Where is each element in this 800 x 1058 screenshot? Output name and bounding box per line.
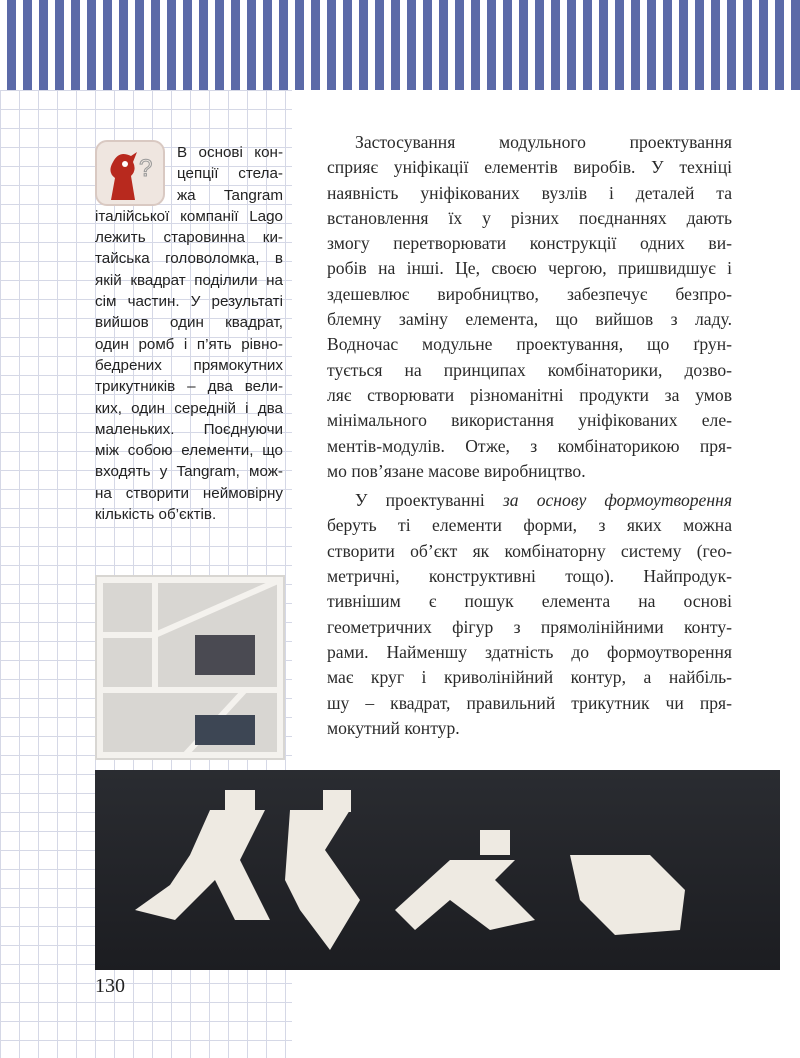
- text-line: здешевлює виробництво, забезпечує безпро-: [327, 283, 732, 304]
- text-line: сприяє уніфікації елементів виробів. У техніці: [327, 157, 732, 178]
- header-stripes: [0, 0, 800, 90]
- text-line: тивнішим є пошук елемента на основі: [327, 591, 732, 612]
- text-line: входять у Tangram, мож-: [95, 463, 283, 481]
- text-line: вийшов один квадрат,: [95, 314, 283, 332]
- text-line: тується на принципах комбінаторики, дозво-: [327, 359, 732, 380]
- text-line: між собою елементи, що: [95, 442, 283, 460]
- text-line: робів на інші. Це, своєю чергою, пришвидшує і: [327, 258, 732, 279]
- text-line: лежить старовинна ки-: [95, 229, 283, 247]
- text-line: рами. Найменшу здатність до формоутворення: [327, 641, 732, 662]
- text-line: кількість об’єктів.: [95, 506, 217, 524]
- text-line: Застосування модульного проектування: [355, 132, 732, 152]
- text-line: створити об’єкт як комбінаторну систему (гео-: [327, 540, 732, 561]
- text-line: мокутний контур.: [327, 717, 460, 738]
- text-line: мінімального використання уніфікованих еле-: [327, 410, 732, 431]
- text-line: якій квадрат поділили на: [95, 271, 283, 289]
- text-line: маленьких. Поєднуючи: [95, 420, 283, 438]
- main-text: [327, 130, 732, 741]
- text-line: цепції стела-: [177, 165, 283, 183]
- text-line: беруть ті елементи форми, з яких можна: [327, 515, 732, 536]
- text-line: геометричних фігур з прямолінійними конту-: [327, 616, 732, 637]
- tangram-shelves-wall-photo: [95, 770, 780, 970]
- text-line: на створити неймовірну: [95, 484, 283, 502]
- text-line: ких, один середній і два: [95, 399, 283, 417]
- text-line: ляє створювати різноманітні продукти за умов: [327, 384, 732, 405]
- text-line: один ромб і п’ять рівно-: [95, 335, 283, 353]
- text-line: жа Tangram: [177, 186, 283, 204]
- page-number: 130: [95, 975, 125, 997]
- text-line: ментів-модулів. Отже, з комбінаторикою пря-: [327, 435, 732, 456]
- text-line: наявність уніфікованих вузлів і деталей та: [327, 182, 732, 203]
- text-line: тайська головоломка, в: [95, 250, 283, 268]
- text-line: італійської компанії Lago: [95, 207, 283, 225]
- emphasis-term: за основу формоутворення: [502, 490, 732, 511]
- text-line: Водночас модульне проектування, що ґрун-: [327, 334, 732, 355]
- text-line: сім частин. У результаті: [95, 293, 283, 311]
- text-line: [327, 488, 732, 513]
- text-line: метричні, конструктивні тощо). Найпродук-: [327, 566, 732, 587]
- text-line: встановлення їх у різних поєднаннях дають: [327, 207, 732, 228]
- tangram-shelf-photo: [95, 575, 285, 760]
- text-line: змогу перетворювати конструкції одних ви-: [327, 233, 732, 254]
- text-line: бедрених прямокутних: [95, 356, 283, 374]
- text-run: У проектуванні: [355, 490, 503, 511]
- text-line: блемну заміну елемента, що вийшов з ладу.: [327, 309, 732, 330]
- text-line: мо пов’язане масове виробництво.: [327, 460, 586, 481]
- text-line: В основі кон-: [177, 144, 283, 161]
- svg-text:?: ?: [139, 155, 153, 182]
- text-line: шу – квадрат, правильний трикутник чи пря-: [327, 692, 732, 713]
- text-line: має круг і криволінійний контур, а найбіль-: [327, 667, 732, 688]
- sidebar-note: [95, 142, 283, 525]
- text-line: трикутників – два вели-: [95, 378, 283, 396]
